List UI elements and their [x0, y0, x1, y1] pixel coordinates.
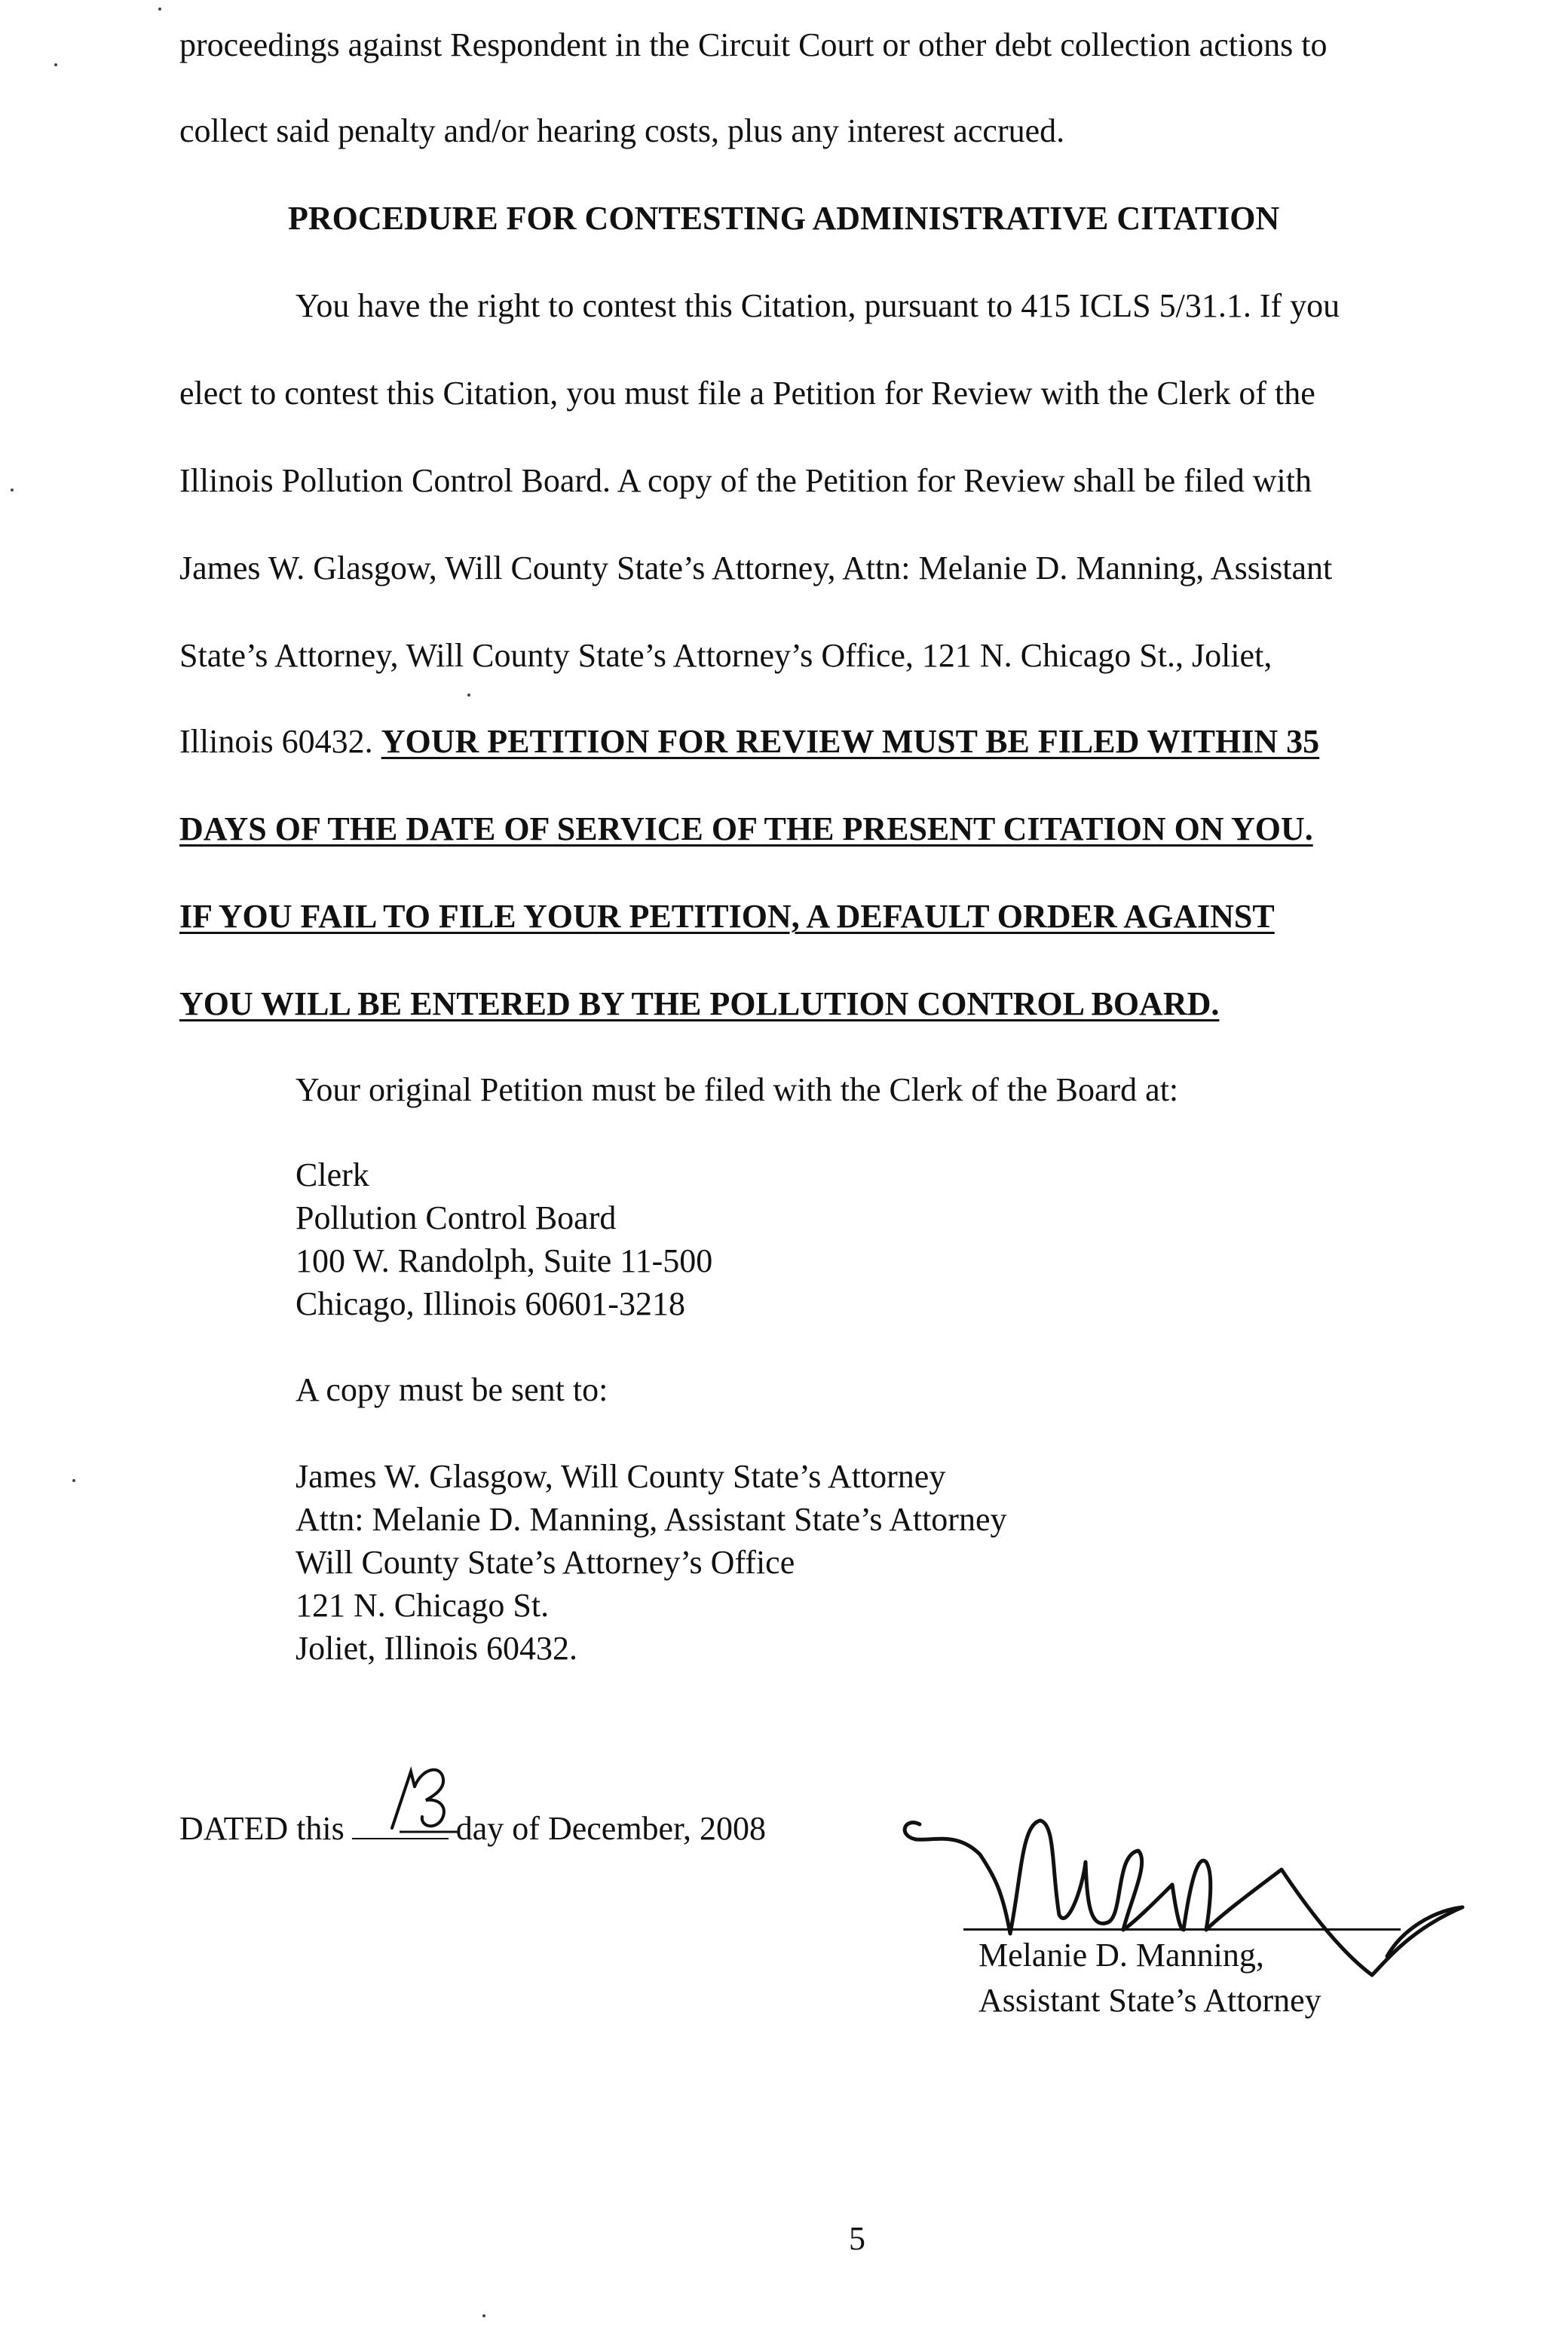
signer-name: Melanie D. Manning, — [978, 1937, 1264, 1974]
scan-speck — [11, 488, 14, 492]
attorney-address — [296, 1455, 1007, 1670]
para-line-1: You have the right to contest this Citation, pursuant to 415 ICLS 5/31.1. If you — [296, 287, 1340, 324]
warning-line-4: YOU WILL BE ENTERED BY THE POLLUTION CONTROL BOARD. — [179, 985, 1220, 1022]
attorney-address-line-2: Attn: Melanie D. Manning, Assistant State’s Attorney — [296, 1501, 1007, 1538]
intro-line-1: proceedings against Respondent in the Circuit Court or other debt collection actions to — [179, 26, 1328, 63]
scan-speck — [482, 2314, 485, 2317]
para-line-5: State’s Attorney, Will County State’s Attorney’s Office, 121 N. Chicago St., Joliet, — [179, 637, 1272, 674]
warning-line-1: YOUR PETITION FOR REVIEW MUST BE FILED WITHIN 35 — [381, 723, 1320, 760]
para-line-2: elect to contest this Citation, you must file a Petition for Review with the Clerk of the — [179, 375, 1315, 412]
para-last-plain: Illinois 60432. — [179, 723, 381, 760]
attorney-address-line-3: Will County State’s Attorney’s Office — [296, 1544, 795, 1581]
original-petition-text: Your original Petition must be filed with the Clerk of the Board at: — [296, 1071, 1179, 1108]
dated-suffix: day of December, 2008 — [455, 1810, 766, 1847]
section-heading: PROCEDURE FOR CONTESTING ADMINISTRATIVE CITATION — [288, 200, 1280, 237]
attorney-address-line-5: Joliet, Illinois 60432. — [296, 1630, 577, 1667]
signer-title: Assistant State’s Attorney — [978, 1982, 1321, 2019]
para-line-4: James W. Glasgow, Will County State’s Attorney, Attn: Melanie D. Manning, Assistant — [179, 550, 1333, 586]
page-number: 5 — [849, 2220, 865, 2257]
clerk-address-line-2: Pollution Control Board — [296, 1199, 617, 1236]
scan-speck — [54, 63, 57, 66]
attorney-address-line-1: James W. Glasgow, Will County State’s Attorney — [296, 1458, 946, 1495]
intro-line-2: collect said penalty and/or hearing costs, plus any interest accrued. — [179, 112, 1065, 149]
warning-line-2: DAYS OF THE DATE OF SERVICE OF THE PRESENT CITATION ON YOU. — [179, 810, 1313, 847]
copy-text: A copy must be sent to: — [296, 1371, 608, 1408]
signature-line — [963, 1928, 1401, 1931]
scan-speck — [158, 8, 161, 11]
para-line-6 — [179, 721, 1319, 763]
clerk-address — [296, 1153, 712, 1325]
attorney-address-line-4: 121 N. Chicago St. — [296, 1587, 550, 1624]
clerk-address-line-3: 100 W. Randolph, Suite 11-500 — [296, 1242, 713, 1279]
dated-prefix: DATED this — [179, 1810, 345, 1847]
clerk-address-line-1: Clerk — [296, 1156, 369, 1193]
handwritten-day-mark — [377, 1756, 490, 1839]
scan-speck — [72, 1479, 75, 1482]
scan-speck — [467, 694, 470, 697]
clerk-address-line-4: Chicago, Illinois 60601-3218 — [296, 1285, 685, 1322]
para-line-3: Illinois Pollution Control Board. A copy of the Petition for Review shall be filed with — [179, 462, 1312, 499]
warning-line-3: IF YOU FAIL TO FILE YOUR PETITION, A DEFAULT ORDER AGAINST — [179, 898, 1275, 935]
